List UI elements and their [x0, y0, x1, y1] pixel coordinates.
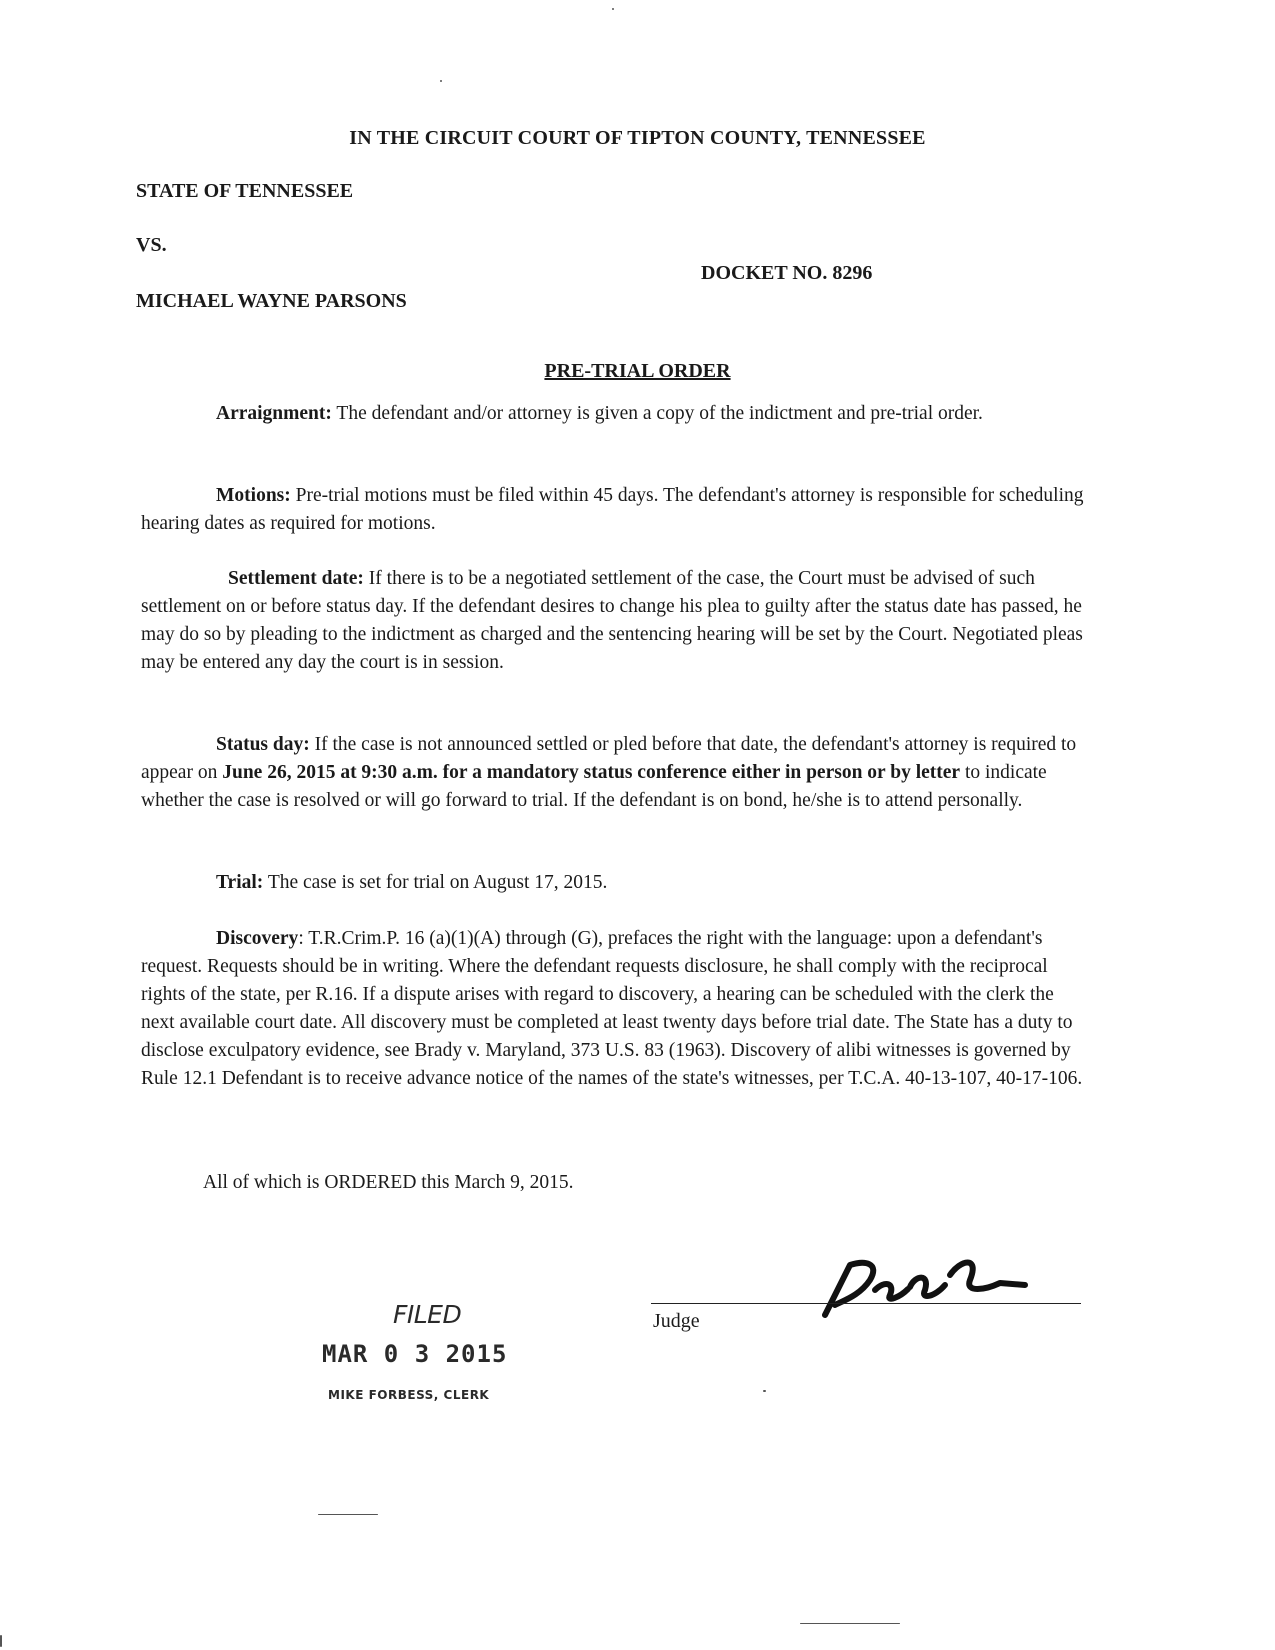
- discovery-text: : T.R.Crim.P. 16 (a)(1)(A) through (G), prefaces the right with the language: upon a defendant's request. Requests should be in writing. Where the defendant requests disclosure, he shall comply with the reciprocal rights of the state, per R.16. If a dispute arises with regard to discovery, a hearing can be scheduled with the clerk the next available court date. All discovery must be completed at least twenty days before trial date. The State has a duty to disclose exculpatory evidence, see Brady v. Maryland, 373 U.S. 83 (1963). Discovery of alibi witnesses is governed by Rule 12.1 Defendant is to receive advance notice of the names of the state's witnesses, per T.C.A. 40-13-107, 40-17-106.: [141, 928, 1083, 1089]
- scan-speck: [612, 8, 614, 10]
- status-day-text-after: to indicate whether the case is resolved or will go forward to trial. If the defendant is on bond, he/she is to attend personally.: [141, 762, 1047, 811]
- discovery-paragraph: [141, 925, 1091, 1093]
- status-day-heading: Status day:: [216, 734, 310, 755]
- judge-signature: [820, 1245, 1050, 1325]
- status-day-emphasis: June 26, 2015 at 9:30 a.m. for a mandatory status conference either in person or by letter: [222, 762, 961, 783]
- settlement-heading: Settlement date:: [228, 568, 364, 589]
- scan-speck: [800, 1623, 900, 1624]
- settlement-text: If there is to be a negotiated settlement of the case, the Court must be advised of such settlement on or before status day. If the defendant desires to change his plea to guilty after the status date has passed, he may do so by pleading to the indictment as charged and the sentencing hearing will be set by the Court. Negotiated pleas may be entered any day the court is in session.: [141, 568, 1083, 673]
- motions-paragraph: [141, 482, 1091, 538]
- defendant-name: MICHAEL WAYNE PARSONS: [136, 290, 407, 312]
- filed-stamp-date: MAR 0 3 2015: [322, 1340, 508, 1368]
- settlement-paragraph: [141, 565, 1091, 677]
- trial-heading: Trial:: [216, 872, 264, 893]
- scan-speck: [440, 80, 442, 82]
- motions-text: Pre-trial motions must be filed within 45 days. The defendant's attorney is responsible for scheduling hearing dates as required for motions.: [141, 485, 1084, 534]
- court-heading: IN THE CIRCUIT COURT OF TIPTON COUNTY, TENNESSEE: [349, 127, 926, 149]
- status-day-text-before: If the case is not announced settled or pled before that date, the defendant's attorney is required to appear on: [141, 734, 1077, 783]
- arraignment-paragraph: [141, 400, 1091, 428]
- trial-text: The case is set for trial on August 17, 2015.: [263, 872, 608, 893]
- scan-speck: [318, 1514, 378, 1515]
- scan-speck: [763, 1390, 766, 1392]
- plaintiff-name: STATE OF TENNESSEE: [136, 180, 354, 202]
- arraignment-heading: Arraignment:: [216, 403, 332, 424]
- status-day-paragraph: [141, 731, 1091, 815]
- ordered-line: All of which is ORDERED this March 9, 2015.: [203, 1172, 574, 1193]
- trial-paragraph: [141, 869, 1091, 897]
- order-title: PRE-TRIAL ORDER: [544, 360, 731, 382]
- motions-heading: Motions:: [216, 485, 291, 506]
- ordered-paragraph: [141, 1169, 1091, 1197]
- versus-label: VS.: [136, 234, 167, 256]
- docket-number: DOCKET NO. 8296: [701, 262, 873, 284]
- discovery-heading: Discovery: [216, 928, 299, 949]
- filed-stamp-label: FILED: [393, 1300, 462, 1329]
- signature-line: [651, 1303, 1081, 1304]
- judge-label: Judge: [653, 1310, 700, 1332]
- filed-stamp-clerk: MIKE FORBESS, CLERK: [328, 1388, 490, 1402]
- arraignment-text: The defendant and/or attorney is given a copy of the indictment and pre-trial order.: [331, 403, 983, 424]
- scan-speck: [0, 1635, 2, 1647]
